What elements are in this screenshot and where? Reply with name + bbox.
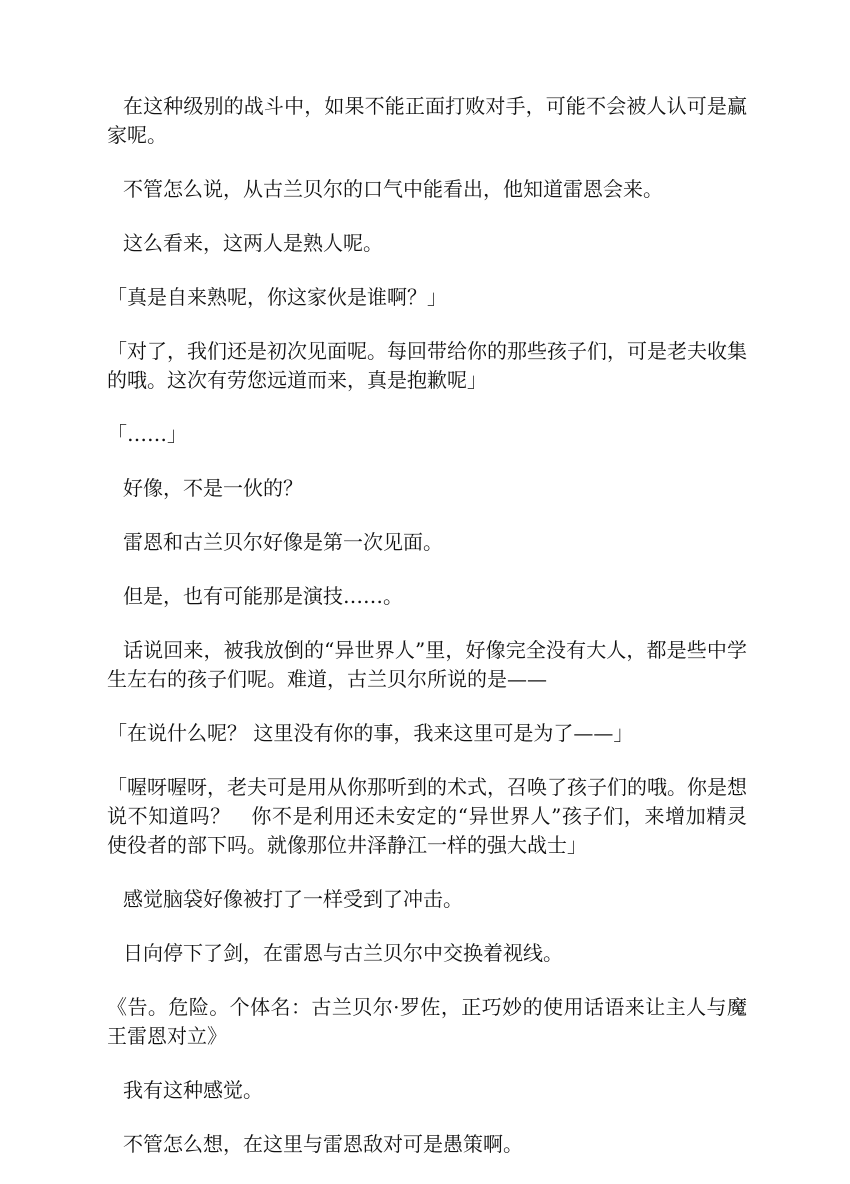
paragraph-6: 但是，也有可能那是演技……。 [123, 584, 403, 608]
paragraph-9: 日向停下了剑，在雷恩与古兰贝尔中交换着视线。 [123, 941, 563, 965]
paragraph-5: 雷恩和古兰贝尔好像是第一次见面。 [123, 530, 443, 554]
dialogue-line-1: 「真是自来熟呢，你这家伙是谁啊？」 [107, 285, 447, 309]
system-message: 《告。危险。个体名：古兰贝尔·罗佐，正巧妙的使用话语来让主人与魔王雷恩对立》 [107, 995, 747, 1048]
paragraph-10: 我有这种感觉。 [123, 1078, 263, 1102]
document-body [107, 92, 747, 1184]
paragraph-8: 感觉脑袋好像被打了一样受到了冲击。 [123, 887, 463, 911]
paragraph-4: 好像，不是一伙的？ [123, 476, 303, 500]
paragraph-1: 在这种级别的战斗中，如果不能正面打败对手，可能不会被人认可是赢家呢。 [107, 94, 747, 147]
dialogue-line-4: 「在说什么呢？ 这里没有你的事，我来这里可是为了——」 [107, 721, 634, 745]
dialogue-line-5: 「喔呀喔呀，老夫可是用从你那听到的术式，召唤了孩子们的哦。你是想说不知道吗？ 你不是利用还未安定的“异世界人”孩子们，来增加精灵使役者的部下吗。就像那位井泽静江一样的强大战士」 [107, 775, 747, 857]
dialogue-line-2: 「对了，我们还是初次见面呢。每回带给你的那些孩子们，可是老夫收集的哦。这次有劳您远道而来，真是抱歉呢」 [107, 339, 747, 392]
paragraph-7: 话说回来，被我放倒的“异世界人”里，好像完全没有大人，都是些中学生左右的孩子们呢。难道，古兰贝尔所说的是—— [107, 638, 747, 691]
paragraph-11: 不管怎么想，在这里与雷恩敌对可是愚策啊。 [123, 1132, 523, 1156]
paragraph-2: 不管怎么说，从古兰贝尔的口气中能看出，他知道雷恩会来。 [123, 177, 663, 201]
dialogue-line-3: 「……」 [107, 422, 187, 446]
paragraph-3: 这么看来，这两人是熟人呢。 [123, 231, 383, 255]
